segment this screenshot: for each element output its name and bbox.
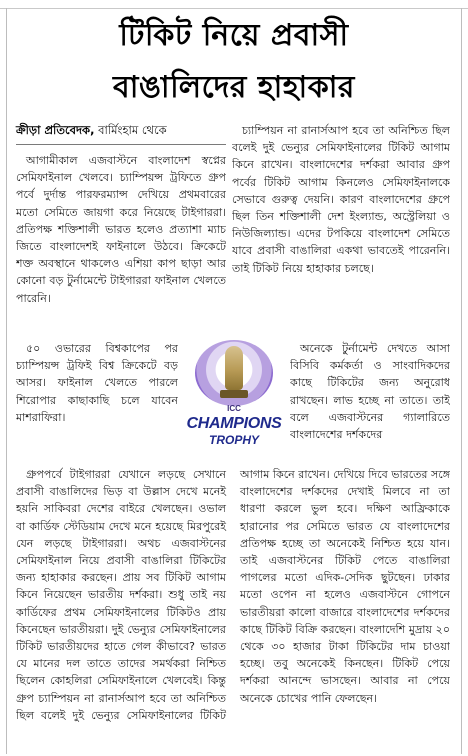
byline-reporter: ক্রীড়া প্রতিবেদক, <box>16 123 95 137</box>
trophy-base-icon <box>220 390 248 398</box>
byline <box>16 122 224 138</box>
article-paragraph: অনেকে টুর্নামেন্ট দেখতে আসা বিসিবি কর্মকর্তা ও সাংবাদিকদের কাছে টিকিটের জন্য অনুরোধ রাখছেন। লাভ হচ্ছে না তাতে। তাই বলে এজবাস্টনের গ্যালারিতে বাংলাদেশের দর্শকদের <box>290 342 450 442</box>
article-paragraph: গ্রুপপর্বে টাইগাররা যেখানে লড়ছে সেখানে প্রবাসী বাঙালিদের ভিড় বা উল্লাস দেখে মনেই হয়নি সাকিবরা দেশের বাইরে খেলছেন। ওভাল বা কার্ডিফ স্টেডিয়াম দেখে মনে হয়েছে মিরপুরেই যেন লড়ছে টাইগাররা। অথচ এজবাস্টনের সেমিফাইনাল নিয়ে প্রবাসী বাঙালিরা টিকিটের জন্য হাহাকার করছেন। প্রায় সব টিকিট আগাম কিনে নিয়েছেন ভারতীয় দর্শকরা। শুধু তাই নয় কার্ডিফের প্রথম সেমিফাইনালের টিকিটও প্রায় কিনেছেন ভারতীয়রা। দুই ভেন্যুর সেমিফাইনালের টিকিট ভারতীয়দের হাতে গেল কীভাবে? ভারত যে মানের দল তাতে তাদের সমর্থকরা নিশ্চিত ছিলেন কোহলিরা সেমিফাইনালে খেলবেই। কিন্তু গ্রুপ চ্যাম্পিয়ন না রানার্সআপ হবে তা অনিশ্চিত ছিল বলেই দুই ভেন্যুর সেমিফাইনালের টিকিট আগাম কিনে রাখেন। দেখিয়ে দিবে ভারতের সঙ্গে বাংলাদেশের দর্শকদের দেখাই মিলবে না তা ধারণা করলে ভুল হবে। দক্ষিণ আফ্রিকাকে হারানোর পর সেমিতে ভারত যে বাংলাদেশের প্রতিপক্ষ হচ্ছে তা অনেকেই নিশ্চিত হয়ে যান। তাই এজবাস্টনের টিকিট পেতে বাঙালিরা পাগলের মতো এদিক-সেদিক ছুটছেন। ঢাকার মতো ওপেন না হলেও এজবাস্টনে গোপনে ভারতীয়রা কালো বাজারে বাংলাদেশের দর্শকদের কাছে টিকিট বিক্রি করছেন। বাংলাদেশি মুদ্রায় ২০ থেকে ৩০ হাজার টাকা টিকিটের দাম চাওয়া হচ্ছে। তবু অনেকেই কিনছেন। টিকিট পেয়ে দর্শকরা আনন্দে ভাসছেন। আবার না পেয়ে অনেকে চোখের পানি ফেলছেন। <box>16 468 450 722</box>
article-column-left-mid <box>16 340 178 450</box>
champions-trophy-logo <box>183 336 285 458</box>
article-paragraph: আগামীকাল এজবাস্টনে বাংলাদেশ স্বপ্নের সেমিফাইনাল খেলবে। চ্যাম্পিয়ন্স ট্রফিতে গ্রুপ পর্বে দুর্দান্ত পারফরম্যান্স দেখিয়ে প্রথমবারের মতো সেমিতে জায়গা করে নিয়েছে টাইগাররা। প্রতিপক্ষ শক্তিশালী ভারত হলেও প্রত্যাশা ম্যাচ জিতে বাংলাদেশই ফাইনালে উঠবে। ক্রিকেটে শক্ত অবস্থানে থাকলেও এশিয়া কাপ ছাড়া আর কোনো বড় টুর্নামেন্টে টাইগাররা ফাইনাল খেলতে পারেনি। <box>16 154 226 305</box>
byline-location: বার্মিংহাম থেকে <box>98 123 167 137</box>
article-paragraph: চ্যাম্পিয়ন না রানার্সআপ হবে তা অনিশ্চিত ছিল বলেই দুই ভেন্যুর সেমিফাইনালের টিকিট আগাম কিনে রাখেন। বাংলাদেশের দর্শকরা আবার গ্রুপ পর্বের টিকিট আগাম কিনলেও সেমিফাইনালকে সেভাবে গুরুত্ব দেয়নি। কারণ বাংলাদেশের গ্রুপে ছিল তিন শক্তিশালী দেশ ইংল্যান্ড, অস্ট্রেলিয়া ও নিউজিল্যান্ড। এদের টপকিয়ে বাংলাদেশ সেমিতে যাবে প্রবাসী বাঙালিরা একথা ভাবতেই পারেননি। তাই টিকিট নিয়ে হাহাকার চলছে। <box>232 124 450 275</box>
headline-line-1: টিকিট নিয়ে প্রবাসী <box>119 18 349 53</box>
article-column-bottom <box>16 466 450 752</box>
logo-champions-text: CHAMPIONS <box>186 415 282 432</box>
headline-line-2: বাঙালিদের হাহাকার <box>113 70 355 105</box>
article-paragraph: ৫০ ওভারের বিশ্বকাপের পর চ্যাম্পিয়ন্স ট্রফিই বিশ্ব ক্রিকেটে বড় আসর। ফাইনাল খেলতে পারলে শিরোপার কাছাকাছি চলে যাবেন মাশরাফিরা। <box>16 342 178 424</box>
trophy-cup-icon <box>225 346 243 390</box>
article-column-left-top <box>16 152 226 322</box>
logo-icc-text: ICC <box>227 404 241 413</box>
article-column-right-top <box>232 122 450 328</box>
byline-divider <box>16 144 226 145</box>
logo-trophy-text: TROPHY <box>208 433 259 447</box>
article-column-right-mid <box>290 340 450 450</box>
